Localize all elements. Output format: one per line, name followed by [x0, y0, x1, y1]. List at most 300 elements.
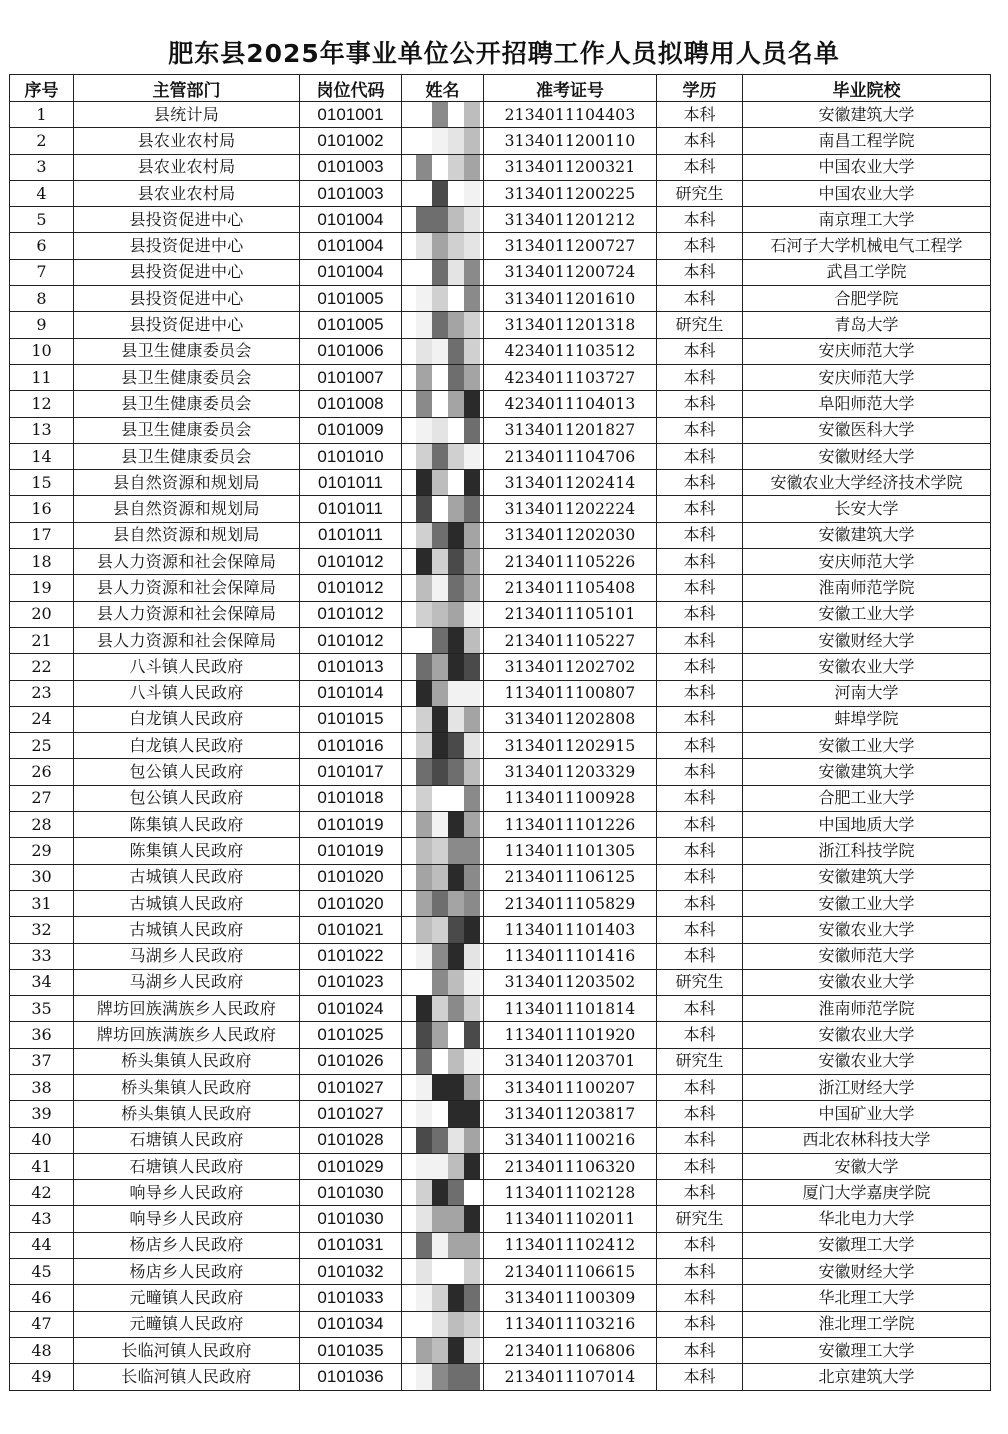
- row-dept: 长临河镇人民政府: [74, 1337, 300, 1363]
- row-code: 0101033: [300, 1285, 402, 1311]
- row-no: 6: [10, 233, 74, 259]
- row-ticket: 1134011100807: [484, 680, 657, 706]
- row-ticket: 1134011101814: [484, 996, 657, 1022]
- row-school: 安徽建筑大学: [743, 864, 991, 890]
- row-dept: 县投资促进中心: [74, 259, 300, 285]
- table-row: [10, 443, 991, 469]
- row-no: 14: [10, 443, 74, 469]
- row-school: 安徽财经大学: [743, 627, 991, 653]
- row-ticket: 2134011105101: [484, 601, 657, 627]
- table-row: [10, 838, 991, 864]
- name-mosaic: [416, 1154, 480, 1179]
- row-school: 武昌工学院: [743, 259, 991, 285]
- row-school: 安徽财经大学: [743, 443, 991, 469]
- row-name-redacted: [402, 996, 484, 1022]
- row-code: 0101027: [300, 1074, 402, 1100]
- row-code: 0101001: [300, 102, 402, 128]
- row-name-redacted: [402, 943, 484, 969]
- row-edu: 本科: [657, 470, 743, 496]
- row-no: 18: [10, 549, 74, 575]
- row-code: 0101007: [300, 364, 402, 390]
- row-school: 阜阳师范大学: [743, 391, 991, 417]
- row-edu: 研究生: [657, 312, 743, 338]
- page-title: 肥东县2025年事业单位公开招聘工作人员拟聘用人员名单: [168, 39, 840, 68]
- row-code: 0101031: [300, 1232, 402, 1258]
- row-school: 安徽农业大学: [743, 969, 991, 995]
- row-code: 0101005: [300, 312, 402, 338]
- row-name-redacted: [402, 812, 484, 838]
- name-mosaic: [416, 523, 480, 548]
- name-mosaic: [416, 1233, 480, 1258]
- row-dept: 县卫生健康委员会: [74, 417, 300, 443]
- row-name-redacted: [402, 575, 484, 601]
- row-school: 安徽工业大学: [743, 890, 991, 916]
- row-dept: 杨店乡人民政府: [74, 1259, 300, 1285]
- table-row: [10, 128, 991, 154]
- row-code: 0101015: [300, 706, 402, 732]
- row-school: 华北电力大学: [743, 1206, 991, 1232]
- row-no: 13: [10, 417, 74, 443]
- row-ticket: 3134011203817: [484, 1101, 657, 1127]
- row-code: 0101024: [300, 996, 402, 1022]
- name-mosaic: [416, 786, 480, 811]
- row-ticket: 3134011200724: [484, 259, 657, 285]
- hire-list-table: [9, 74, 991, 1391]
- row-edu: 本科: [657, 391, 743, 417]
- row-no: 40: [10, 1127, 74, 1153]
- table-row: [10, 1206, 991, 1232]
- row-code: 0101016: [300, 733, 402, 759]
- name-mosaic: [416, 1206, 480, 1231]
- row-school: 中国矿业大学: [743, 1101, 991, 1127]
- row-code: 0101019: [300, 838, 402, 864]
- row-dept: 县人力资源和社会保障局: [74, 627, 300, 653]
- name-mosaic: [416, 944, 480, 969]
- name-mosaic: [416, 1285, 480, 1310]
- row-code: 0101004: [300, 233, 402, 259]
- row-name-redacted: [402, 785, 484, 811]
- row-no: 28: [10, 812, 74, 838]
- row-school: 南京理工大学: [743, 207, 991, 233]
- row-edu: 本科: [657, 1311, 743, 1337]
- table-row: [10, 1337, 991, 1363]
- row-no: 38: [10, 1074, 74, 1100]
- name-mosaic: [416, 707, 480, 732]
- row-edu: 研究生: [657, 1048, 743, 1074]
- row-code: 0101011: [300, 496, 402, 522]
- row-school: 安徽医科大学: [743, 417, 991, 443]
- row-dept: 响导乡人民政府: [74, 1206, 300, 1232]
- row-school: 安徽农业大学: [743, 654, 991, 680]
- row-no: 23: [10, 680, 74, 706]
- row-code: 0101003: [300, 180, 402, 206]
- table-row: [10, 627, 991, 653]
- name-mosaic: [416, 1312, 480, 1337]
- row-dept: 八斗镇人民政府: [74, 680, 300, 706]
- row-name-redacted: [402, 1311, 484, 1337]
- row-school: 中国地质大学: [743, 812, 991, 838]
- row-no: 43: [10, 1206, 74, 1232]
- row-school: 华北理工大学: [743, 1285, 991, 1311]
- row-ticket: 3134011200321: [484, 154, 657, 180]
- row-edu: 本科: [657, 364, 743, 390]
- row-code: 0101029: [300, 1153, 402, 1179]
- name-mosaic: [416, 1075, 480, 1100]
- row-edu: 本科: [657, 917, 743, 943]
- row-no: 26: [10, 759, 74, 785]
- row-ticket: 3134011200110: [484, 128, 657, 154]
- name-mosaic: [416, 286, 480, 311]
- row-dept: 县自然资源和规划局: [74, 522, 300, 548]
- name-mosaic: [416, 891, 480, 916]
- row-name-redacted: [402, 627, 484, 653]
- row-edu: 本科: [657, 1022, 743, 1048]
- row-school: 安徽大学: [743, 1153, 991, 1179]
- row-ticket: 3134011100309: [484, 1285, 657, 1311]
- row-name-redacted: [402, 128, 484, 154]
- row-code: 0101020: [300, 864, 402, 890]
- row-edu: 研究生: [657, 969, 743, 995]
- table-row: [10, 575, 991, 601]
- table-header-row: [10, 75, 991, 102]
- row-ticket: 3134011203701: [484, 1048, 657, 1074]
- name-mosaic: [416, 1022, 480, 1047]
- table-row: [10, 154, 991, 180]
- row-code: 0101004: [300, 259, 402, 285]
- row-dept: 县投资促进中心: [74, 207, 300, 233]
- row-dept: 县卫生健康委员会: [74, 443, 300, 469]
- name-mosaic: [416, 102, 480, 127]
- table-row: [10, 233, 991, 259]
- row-edu: 本科: [657, 207, 743, 233]
- row-code: 0101036: [300, 1364, 402, 1390]
- row-code: 0101012: [300, 575, 402, 601]
- row-no: 9: [10, 312, 74, 338]
- row-edu: 本科: [657, 154, 743, 180]
- row-name-redacted: [402, 759, 484, 785]
- row-ticket: 1134011101305: [484, 838, 657, 864]
- row-code: 0101020: [300, 890, 402, 916]
- row-dept: 石塘镇人民政府: [74, 1153, 300, 1179]
- row-name-redacted: [402, 1259, 484, 1285]
- row-ticket: 3134011202808: [484, 706, 657, 732]
- row-edu: 本科: [657, 575, 743, 601]
- name-mosaic: [416, 838, 480, 863]
- row-ticket: 3134011100207: [484, 1074, 657, 1100]
- row-edu: 本科: [657, 812, 743, 838]
- row-name-redacted: [402, 969, 484, 995]
- name-mosaic: [416, 233, 480, 258]
- table-row: [10, 812, 991, 838]
- row-code: 0101012: [300, 627, 402, 653]
- row-name-redacted: [402, 1180, 484, 1206]
- table-row: [10, 259, 991, 285]
- row-no: 33: [10, 943, 74, 969]
- row-ticket: 3134011100216: [484, 1127, 657, 1153]
- row-dept: 白龙镇人民政府: [74, 733, 300, 759]
- row-ticket: 2134011106615: [484, 1259, 657, 1285]
- row-school: 中国农业大学: [743, 154, 991, 180]
- row-ticket: 3134011203502: [484, 969, 657, 995]
- row-edu: 本科: [657, 601, 743, 627]
- row-name-redacted: [402, 1101, 484, 1127]
- row-school: 西北农林科技大学: [743, 1127, 991, 1153]
- row-ticket: 4234011104013: [484, 391, 657, 417]
- row-no: 20: [10, 601, 74, 627]
- name-mosaic: [416, 970, 480, 995]
- row-no: 31: [10, 890, 74, 916]
- table-row: [10, 1259, 991, 1285]
- row-dept: 县卫生健康委员会: [74, 338, 300, 364]
- row-dept: 县人力资源和社会保障局: [74, 549, 300, 575]
- row-school: 安庆师范大学: [743, 338, 991, 364]
- row-no: 47: [10, 1311, 74, 1337]
- row-name-redacted: [402, 286, 484, 312]
- name-mosaic: [416, 1364, 480, 1389]
- row-name-redacted: [402, 496, 484, 522]
- row-school: 安徽农业大学: [743, 1022, 991, 1048]
- row-school: 安徽财经大学: [743, 1259, 991, 1285]
- name-mosaic: [416, 654, 480, 679]
- row-name-redacted: [402, 601, 484, 627]
- row-school: 安庆师范大学: [743, 364, 991, 390]
- row-no: 8: [10, 286, 74, 312]
- row-code: 0101035: [300, 1337, 402, 1363]
- header-no: 序号: [10, 75, 74, 102]
- row-code: 0101011: [300, 470, 402, 496]
- row-name-redacted: [402, 443, 484, 469]
- row-code: 0101002: [300, 128, 402, 154]
- row-school: 河南大学: [743, 680, 991, 706]
- table-row: [10, 1153, 991, 1179]
- row-name-redacted: [402, 1048, 484, 1074]
- row-edu: 本科: [657, 838, 743, 864]
- name-mosaic: [416, 496, 480, 521]
- name-mosaic: [416, 1180, 480, 1205]
- row-school: 安徽师范大学: [743, 943, 991, 969]
- table-row: [10, 1101, 991, 1127]
- row-ticket: 3134011201827: [484, 417, 657, 443]
- table-row: [10, 917, 991, 943]
- row-name-redacted: [402, 391, 484, 417]
- row-school: 青岛大学: [743, 312, 991, 338]
- row-dept: 石塘镇人民政府: [74, 1127, 300, 1153]
- row-no: 19: [10, 575, 74, 601]
- row-dept: 古城镇人民政府: [74, 917, 300, 943]
- row-dept: 县人力资源和社会保障局: [74, 575, 300, 601]
- name-mosaic: [416, 470, 480, 495]
- row-dept: 县投资促进中心: [74, 312, 300, 338]
- row-dept: 元疃镇人民政府: [74, 1285, 300, 1311]
- row-dept: 桥头集镇人民政府: [74, 1048, 300, 1074]
- row-name-redacted: [402, 1285, 484, 1311]
- row-no: 27: [10, 785, 74, 811]
- name-mosaic: [416, 996, 480, 1021]
- row-ticket: 3134011201610: [484, 286, 657, 312]
- table-row: [10, 759, 991, 785]
- table-row: [10, 680, 991, 706]
- row-school: 安徽建筑大学: [743, 102, 991, 128]
- row-edu: 本科: [657, 522, 743, 548]
- row-dept: 县自然资源和规划局: [74, 496, 300, 522]
- row-no: 34: [10, 969, 74, 995]
- header-dept: 主管部门: [74, 75, 300, 102]
- row-dept: 马湖乡人民政府: [74, 969, 300, 995]
- row-name-redacted: [402, 207, 484, 233]
- row-school: 淮南师范学院: [743, 996, 991, 1022]
- row-dept: 牌坊回族满族乡人民政府: [74, 996, 300, 1022]
- name-mosaic: [416, 575, 480, 600]
- name-mosaic: [416, 444, 480, 469]
- row-dept: 古城镇人民政府: [74, 864, 300, 890]
- row-dept: 包公镇人民政府: [74, 759, 300, 785]
- row-dept: 响导乡人民政府: [74, 1180, 300, 1206]
- name-mosaic: [416, 312, 480, 337]
- row-school: 合肥学院: [743, 286, 991, 312]
- table-row: [10, 470, 991, 496]
- row-dept: 桥头集镇人民政府: [74, 1074, 300, 1100]
- table-row: [10, 654, 991, 680]
- row-ticket: 3134011202224: [484, 496, 657, 522]
- row-name-redacted: [402, 1364, 484, 1390]
- table-row: [10, 391, 991, 417]
- row-no: 48: [10, 1337, 74, 1363]
- row-ticket: 1134011102011: [484, 1206, 657, 1232]
- row-no: 4: [10, 180, 74, 206]
- row-ticket: 1134011101416: [484, 943, 657, 969]
- row-ticket: 3134011200225: [484, 180, 657, 206]
- row-no: 44: [10, 1232, 74, 1258]
- table-row: [10, 549, 991, 575]
- row-edu: 本科: [657, 233, 743, 259]
- table-row: [10, 890, 991, 916]
- row-dept: 元疃镇人民政府: [74, 1311, 300, 1337]
- row-edu: 本科: [657, 733, 743, 759]
- row-edu: 本科: [657, 1127, 743, 1153]
- row-code: 0101003: [300, 154, 402, 180]
- header-name: 姓名: [402, 75, 484, 102]
- row-edu: 本科: [657, 1180, 743, 1206]
- row-dept: 包公镇人民政府: [74, 785, 300, 811]
- row-dept: 县卫生健康委员会: [74, 391, 300, 417]
- row-ticket: 3134011202030: [484, 522, 657, 548]
- name-mosaic: [416, 418, 480, 443]
- row-edu: 本科: [657, 1285, 743, 1311]
- row-code: 0101032: [300, 1259, 402, 1285]
- row-no: 32: [10, 917, 74, 943]
- row-code: 0101013: [300, 654, 402, 680]
- table-row: [10, 286, 991, 312]
- row-no: 10: [10, 338, 74, 364]
- row-name-redacted: [402, 259, 484, 285]
- table-row: [10, 1022, 991, 1048]
- table-row: [10, 1232, 991, 1258]
- row-code: 0101027: [300, 1101, 402, 1127]
- row-dept: 陈集镇人民政府: [74, 838, 300, 864]
- name-mosaic: [416, 1338, 480, 1363]
- row-name-redacted: [402, 1074, 484, 1100]
- row-no: 49: [10, 1364, 74, 1390]
- row-edu: 本科: [657, 680, 743, 706]
- row-name-redacted: [402, 864, 484, 890]
- row-ticket: 3134011201318: [484, 312, 657, 338]
- row-code: 0101023: [300, 969, 402, 995]
- row-no: 30: [10, 864, 74, 890]
- row-no: 29: [10, 838, 74, 864]
- row-code: 0101014: [300, 680, 402, 706]
- row-school: 安徽理工大学: [743, 1337, 991, 1363]
- row-edu: 研究生: [657, 1206, 743, 1232]
- row-ticket: 1134011102412: [484, 1232, 657, 1258]
- row-name-redacted: [402, 654, 484, 680]
- row-no: 42: [10, 1180, 74, 1206]
- row-code: 0101025: [300, 1022, 402, 1048]
- row-edu: 本科: [657, 259, 743, 285]
- row-no: 24: [10, 706, 74, 732]
- row-name-redacted: [402, 1127, 484, 1153]
- row-ticket: 2134011105408: [484, 575, 657, 601]
- row-ticket: 3134011202702: [484, 654, 657, 680]
- table-row: [10, 496, 991, 522]
- row-school: 合肥工业大学: [743, 785, 991, 811]
- row-name-redacted: [402, 917, 484, 943]
- table-row: [10, 180, 991, 206]
- row-edu: 本科: [657, 943, 743, 969]
- row-ticket: 4234011103512: [484, 338, 657, 364]
- row-edu: 本科: [657, 102, 743, 128]
- row-school: 安徽理工大学: [743, 1232, 991, 1258]
- name-mosaic: [416, 181, 480, 206]
- name-mosaic: [416, 549, 480, 574]
- row-dept: 马湖乡人民政府: [74, 943, 300, 969]
- row-no: 41: [10, 1153, 74, 1179]
- table-row: [10, 1127, 991, 1153]
- row-code: 0101034: [300, 1311, 402, 1337]
- row-dept: 县投资促进中心: [74, 233, 300, 259]
- row-edu: 本科: [657, 417, 743, 443]
- row-name-redacted: [402, 1232, 484, 1258]
- row-school: 浙江科技学院: [743, 838, 991, 864]
- row-code: 0101021: [300, 917, 402, 943]
- row-code: 0101030: [300, 1206, 402, 1232]
- row-name-redacted: [402, 733, 484, 759]
- row-edu: 本科: [657, 1337, 743, 1363]
- row-school: 厦门大学嘉庚学院: [743, 1180, 991, 1206]
- row-ticket: 3134011202915: [484, 733, 657, 759]
- row-dept: 县卫生健康委员会: [74, 364, 300, 390]
- row-edu: 本科: [657, 1101, 743, 1127]
- table-row: [10, 207, 991, 233]
- row-code: 0101004: [300, 207, 402, 233]
- row-ticket: 2134011104403: [484, 102, 657, 128]
- name-mosaic: [416, 128, 480, 153]
- row-code: 0101012: [300, 601, 402, 627]
- name-mosaic: [416, 917, 480, 942]
- row-ticket: 2134011106125: [484, 864, 657, 890]
- table-row: [10, 338, 991, 364]
- row-school: 北京建筑大学: [743, 1364, 991, 1390]
- row-dept: 古城镇人民政府: [74, 890, 300, 916]
- row-ticket: 1134011101920: [484, 1022, 657, 1048]
- row-ticket: 1134011100928: [484, 785, 657, 811]
- name-mosaic: [416, 733, 480, 758]
- row-dept: 陈集镇人民政府: [74, 812, 300, 838]
- row-ticket: 1134011101226: [484, 812, 657, 838]
- row-name-redacted: [402, 364, 484, 390]
- row-name-redacted: [402, 180, 484, 206]
- row-no: 39: [10, 1101, 74, 1127]
- row-ticket: 3134011201212: [484, 207, 657, 233]
